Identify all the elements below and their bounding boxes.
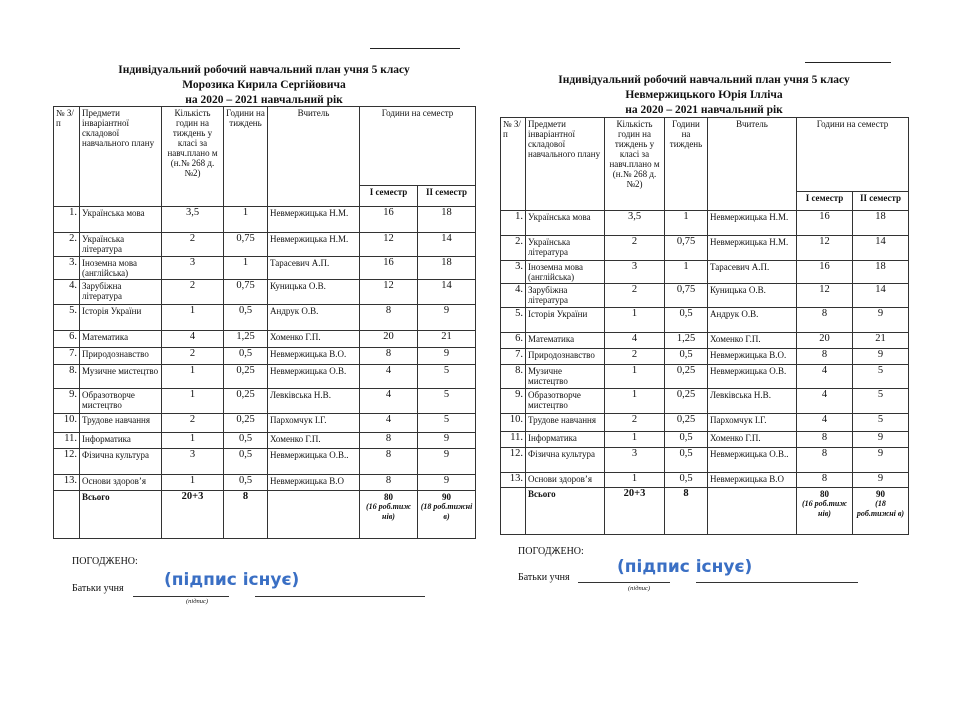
row-subject: Зарубіжна література <box>80 280 162 305</box>
row-subject: Трудове навчання <box>80 414 162 433</box>
row-subject: Фізична культура <box>526 448 605 473</box>
row-weekly: 3,5 <box>162 207 224 233</box>
row-sem2: 9 <box>418 348 476 365</box>
total-sem1-note: (16 роб.тиж нів) <box>802 499 847 518</box>
row-weekly: 4 <box>605 333 665 349</box>
row-sem1: 8 <box>360 348 418 365</box>
row-hours: 0,5 <box>224 348 268 365</box>
row-teacher: Невмержицька В.О. <box>708 349 797 365</box>
table-row <box>54 348 476 365</box>
header-weekly: Кількість годин на тиждень у класі за навч.плано м (н.№ 268 д.№2) <box>605 118 665 211</box>
row-weekly: 3 <box>162 257 224 280</box>
row-sem2: 9 <box>853 473 909 488</box>
row-number: 4. <box>54 280 80 305</box>
signature-line <box>578 582 670 583</box>
row-number: 7. <box>54 348 80 365</box>
row-subject: Іноземна мова (англійська) <box>80 257 162 280</box>
header-sem2: ІІ семестр <box>853 192 909 211</box>
table-row <box>501 414 909 432</box>
table-row <box>501 473 909 488</box>
row-subject: Основи здоров’я <box>526 473 605 488</box>
row-sem1: 20 <box>360 331 418 348</box>
row-subject: Музичне мистецтво <box>80 365 162 389</box>
row-subject: Зарубіжна література <box>526 284 605 308</box>
row-weekly: 1 <box>605 473 665 488</box>
total-sem2-note: (18 роб.тижні в) <box>420 502 473 521</box>
row-hours: 1 <box>665 261 708 284</box>
table-row <box>54 433 476 449</box>
row-sem1: 8 <box>360 305 418 331</box>
row-number: 7. <box>501 349 526 365</box>
row-sem2: 5 <box>853 365 909 389</box>
curriculum-table <box>53 106 476 539</box>
row-weekly: 2 <box>605 414 665 432</box>
signature-exists-stamp: (підпис існує) <box>164 570 300 590</box>
name-line <box>255 596 425 597</box>
top-signature-line <box>370 48 460 49</box>
row-subject: Основи здоров’я <box>80 475 162 491</box>
total-weekly: 20+3 <box>605 488 665 535</box>
row-teacher: Андрук О.В. <box>268 305 360 331</box>
row-sem1: 12 <box>797 236 853 261</box>
row-weekly: 1 <box>605 389 665 414</box>
header-sem1: І семестр <box>360 186 418 207</box>
row-hours: 0,5 <box>665 308 708 333</box>
signature-exists-stamp: (підпис існує) <box>617 557 753 577</box>
table-row <box>54 389 476 414</box>
row-number: 10. <box>501 414 526 432</box>
row-weekly: 2 <box>605 349 665 365</box>
row-hours: 0,5 <box>224 475 268 491</box>
row-sem2: 9 <box>853 448 909 473</box>
table-row <box>501 308 909 333</box>
row-hours: 1 <box>224 207 268 233</box>
signature-caption: (підпис) <box>186 598 209 605</box>
row-sem1: 20 <box>797 333 853 349</box>
row-subject: Природознавство <box>526 349 605 365</box>
row-teacher: Невмержицька Н.М. <box>708 236 797 261</box>
row-sem1: 8 <box>797 349 853 365</box>
row-teacher: Хоменко Г.П. <box>708 333 797 349</box>
row-hours: 0,75 <box>665 236 708 261</box>
header-row <box>54 107 476 186</box>
row-number: 1. <box>501 211 526 236</box>
row-sem1: 8 <box>360 449 418 475</box>
header-no: № З/п <box>501 118 526 211</box>
row-sem2: 9 <box>418 449 476 475</box>
table-row <box>501 432 909 448</box>
row-number: 8. <box>54 365 80 389</box>
row-subject: Природознавство <box>80 348 162 365</box>
signature-caption: (підпис) <box>628 585 651 592</box>
row-weekly: 1 <box>162 305 224 331</box>
row-hours: 0,25 <box>224 414 268 433</box>
row-hours: 1,25 <box>665 333 708 349</box>
header-no: № З/п <box>54 107 80 207</box>
student-name: Морозика Кирила Сергійовича <box>182 79 346 91</box>
header-semester-hours: Години на семестр <box>797 118 909 192</box>
row-number: 9. <box>501 389 526 414</box>
row-teacher: Невмержицька Н.М. <box>268 233 360 257</box>
row-weekly: 3 <box>605 261 665 284</box>
total-sem1-note: (16 роб.тиж нів) <box>366 502 411 521</box>
top-signature-line <box>805 62 891 63</box>
row-teacher: Хоменко Г.П. <box>268 331 360 348</box>
row-sem2: 14 <box>418 280 476 305</box>
row-subject: Математика <box>526 333 605 349</box>
row-subject: Історія України <box>526 308 605 333</box>
row-weekly: 2 <box>162 233 224 257</box>
row-sem2: 18 <box>418 257 476 280</box>
row-number: 8. <box>501 365 526 389</box>
row-hours: 0,5 <box>665 473 708 488</box>
table-row <box>501 448 909 473</box>
table-row <box>54 414 476 433</box>
table-row <box>54 365 476 389</box>
row-sem2: 21 <box>418 331 476 348</box>
row-teacher: Невмержицька Н.М. <box>708 211 797 236</box>
row-hours: 0,5 <box>224 449 268 475</box>
row-sem1: 16 <box>797 211 853 236</box>
row-sem2: 14 <box>853 236 909 261</box>
header-row <box>501 118 909 192</box>
row-number: 6. <box>501 333 526 349</box>
plan-document-2 <box>500 0 908 620</box>
header-subject: Предмети інваріантної складової навчального плану <box>526 118 605 211</box>
row-sem2: 18 <box>853 261 909 284</box>
row-number: 12. <box>501 448 526 473</box>
row-weekly: 3 <box>162 449 224 475</box>
table-row <box>54 305 476 331</box>
row-weekly: 1 <box>605 432 665 448</box>
table-row <box>54 475 476 491</box>
row-hours: 0,5 <box>665 432 708 448</box>
table-row <box>501 389 909 414</box>
row-weekly: 3 <box>605 448 665 473</box>
header-teacher: Вчитель <box>268 107 360 207</box>
total-sem2-note: (18 роб.тижні в) <box>856 499 905 518</box>
row-sem1: 8 <box>797 432 853 448</box>
row-weekly: 1 <box>162 433 224 449</box>
table-row <box>501 211 909 236</box>
row-subject: Інформатика <box>526 432 605 448</box>
row-teacher: Куницька О.В. <box>268 280 360 305</box>
row-weekly: 1 <box>605 308 665 333</box>
row-teacher: Пархомчук І.Г. <box>268 414 360 433</box>
row-weekly: 2 <box>605 236 665 261</box>
row-sem1: 12 <box>360 280 418 305</box>
row-teacher: Левківська Н.В. <box>268 389 360 414</box>
row-sem2: 14 <box>418 233 476 257</box>
total-sem2-value: 90 <box>442 492 451 502</box>
row-weekly: 2 <box>162 348 224 365</box>
row-sem1: 8 <box>360 433 418 449</box>
row-number: 3. <box>501 261 526 284</box>
row-sem2: 5 <box>853 414 909 432</box>
row-number: 1. <box>54 207 80 233</box>
header-semester-hours: Години на семестр <box>360 107 476 186</box>
row-sem1: 4 <box>797 365 853 389</box>
total-sem1-value: 80 <box>384 492 393 502</box>
row-subject: Історія України <box>80 305 162 331</box>
row-subject: Трудове навчання <box>526 414 605 432</box>
row-teacher: Хоменко Г.П. <box>708 432 797 448</box>
academic-year: на 2020 – 2021 навчальний рік <box>625 104 783 116</box>
header-subject: Предмети інваріантної складової навчального плану <box>80 107 162 207</box>
total-label: Всього <box>80 491 162 539</box>
row-number: 2. <box>54 233 80 257</box>
row-teacher: Невмержицька О.В.. <box>708 448 797 473</box>
row-weekly: 1 <box>162 365 224 389</box>
row-sem1: 16 <box>797 261 853 284</box>
row-subject: Математика <box>80 331 162 348</box>
table-row <box>54 280 476 305</box>
title-line-1: Індивідуальний робочий навчальний план учня 5 класу <box>558 74 850 86</box>
row-hours: 0,5 <box>224 305 268 331</box>
row-sem1: 8 <box>360 475 418 491</box>
row-hours: 0,5 <box>665 349 708 365</box>
table-row <box>54 207 476 233</box>
row-teacher: Пархомчук І.Г. <box>708 414 797 432</box>
row-subject: Фізична культура <box>80 449 162 475</box>
row-sem2: 5 <box>853 389 909 414</box>
row-teacher: Невмержицька В.О <box>268 475 360 491</box>
row-teacher: Невмержицька О.В.. <box>268 449 360 475</box>
row-number: 6. <box>54 331 80 348</box>
row-subject: Українська література <box>526 236 605 261</box>
row-sem1: 4 <box>360 414 418 433</box>
row-number: 11. <box>54 433 80 449</box>
row-sem1: 16 <box>360 207 418 233</box>
document-title <box>500 73 908 118</box>
parents-label: Батьки учня <box>518 572 570 583</box>
row-sem2: 9 <box>853 432 909 448</box>
total-hours: 8 <box>665 488 708 535</box>
row-sem2: 9 <box>418 305 476 331</box>
table-row <box>54 449 476 475</box>
row-weekly: 2 <box>605 284 665 308</box>
signature-line <box>133 596 229 597</box>
curriculum-table <box>500 117 909 535</box>
row-number: 12. <box>54 449 80 475</box>
total-sem2 <box>853 488 909 535</box>
row-weekly: 1 <box>162 389 224 414</box>
row-hours: 1 <box>224 257 268 280</box>
student-name: Невмержицького Юрія Ілліча <box>625 89 783 101</box>
row-sem1: 8 <box>797 308 853 333</box>
row-sem1: 8 <box>797 473 853 488</box>
row-sem2: 5 <box>418 414 476 433</box>
row-sem2: 9 <box>853 349 909 365</box>
row-weekly: 3,5 <box>605 211 665 236</box>
row-teacher: Хоменко Г.П. <box>268 433 360 449</box>
row-sem1: 8 <box>797 448 853 473</box>
header-hours-week: Години на тиждень <box>665 118 708 211</box>
row-subject: Образотворче мистецтво <box>80 389 162 414</box>
row-teacher: Тарасевич А.П. <box>708 261 797 284</box>
row-sem2: 21 <box>853 333 909 349</box>
row-sem2: 14 <box>853 284 909 308</box>
row-subject: Українська мова <box>80 207 162 233</box>
total-sem1 <box>360 491 418 539</box>
row-hours: 0,25 <box>224 365 268 389</box>
total-sem1-value: 80 <box>820 489 829 499</box>
row-hours: 0,5 <box>224 433 268 449</box>
table-row <box>54 331 476 348</box>
header-sem2: ІІ семестр <box>418 186 476 207</box>
table-row <box>54 257 476 280</box>
table-row <box>501 236 909 261</box>
row-number: 4. <box>501 284 526 308</box>
row-subject: Музичне мистецтво <box>526 365 605 389</box>
table-row <box>54 233 476 257</box>
row-teacher: Андрук О.В. <box>708 308 797 333</box>
row-teacher: Невмержицька Н.М. <box>268 207 360 233</box>
row-weekly: 2 <box>162 280 224 305</box>
row-weekly: 4 <box>162 331 224 348</box>
row-sem2: 9 <box>418 433 476 449</box>
table-row <box>501 333 909 349</box>
row-hours: 0,5 <box>665 448 708 473</box>
row-hours: 0,75 <box>665 284 708 308</box>
row-sem1: 4 <box>360 389 418 414</box>
row-teacher: Невмержицька В.О. <box>268 348 360 365</box>
row-weekly: 1 <box>605 365 665 389</box>
total-weekly: 20+3 <box>162 491 224 539</box>
row-sem2: 5 <box>418 365 476 389</box>
table-row <box>501 284 909 308</box>
row-sem2: 18 <box>418 207 476 233</box>
total-row <box>54 491 476 539</box>
row-number: 5. <box>501 308 526 333</box>
title-line-1: Індивідуальний робочий навчальний план учня 5 класу <box>118 64 410 76</box>
header-sem1: І семестр <box>797 192 853 211</box>
row-sem2: 5 <box>418 389 476 414</box>
parents-label: Батьки учня <box>72 583 124 594</box>
row-hours: 1 <box>665 211 708 236</box>
row-teacher: Невмержицька О.В. <box>708 365 797 389</box>
row-subject: Інформатика <box>80 433 162 449</box>
row-teacher: Невмержицька В.О <box>708 473 797 488</box>
document-title <box>53 63 475 108</box>
row-number: 13. <box>54 475 80 491</box>
total-sem2-value: 90 <box>876 489 885 499</box>
agreed-label: ПОГОДЖЕНО: <box>518 546 584 557</box>
row-teacher: Левківська Н.В. <box>708 389 797 414</box>
row-hours: 0,25 <box>665 365 708 389</box>
total-hours: 8 <box>224 491 268 539</box>
row-number: 10. <box>54 414 80 433</box>
row-sem1: 16 <box>360 257 418 280</box>
row-number: 11. <box>501 432 526 448</box>
row-teacher: Куницька О.В. <box>708 284 797 308</box>
row-hours: 0,25 <box>224 389 268 414</box>
row-hours: 0,75 <box>224 280 268 305</box>
row-hours: 0,25 <box>665 389 708 414</box>
row-hours: 1,25 <box>224 331 268 348</box>
name-line <box>696 582 858 583</box>
row-number: 3. <box>54 257 80 280</box>
row-sem1: 4 <box>797 389 853 414</box>
total-label: Всього <box>526 488 605 535</box>
header-teacher: Вчитель <box>708 118 797 211</box>
row-subject: Українська література <box>80 233 162 257</box>
row-sem1: 4 <box>797 414 853 432</box>
academic-year: на 2020 – 2021 навчальний рік <box>185 94 343 106</box>
row-sem1: 4 <box>360 365 418 389</box>
row-subject: Образотворче мистецтво <box>526 389 605 414</box>
row-sem2: 9 <box>853 308 909 333</box>
row-weekly: 2 <box>162 414 224 433</box>
table-row <box>501 261 909 284</box>
row-sem1: 12 <box>797 284 853 308</box>
row-number: 13. <box>501 473 526 488</box>
agreed-label: ПОГОДЖЕНО: <box>72 556 138 567</box>
row-subject: Українська мова <box>526 211 605 236</box>
total-row <box>501 488 909 535</box>
row-hours: 0,25 <box>665 414 708 432</box>
row-number: 5. <box>54 305 80 331</box>
row-sem2: 9 <box>418 475 476 491</box>
row-teacher: Тарасевич А.П. <box>268 257 360 280</box>
header-weekly: Кількість годин на тиждень у класі за навч.плано м (н.№ 268 д.№2) <box>162 107 224 207</box>
row-number: 2. <box>501 236 526 261</box>
table-row <box>501 365 909 389</box>
header-hours-week: Години на тиждень <box>224 107 268 207</box>
table-row <box>501 349 909 365</box>
row-number: 9. <box>54 389 80 414</box>
row-hours: 0,75 <box>224 233 268 257</box>
total-sem1 <box>797 488 853 535</box>
plan-document-1 <box>53 0 475 620</box>
row-sem2: 18 <box>853 211 909 236</box>
total-sem2 <box>418 491 476 539</box>
row-subject: Іноземна мова (англійська) <box>526 261 605 284</box>
row-sem1: 12 <box>360 233 418 257</box>
row-weekly: 1 <box>162 475 224 491</box>
row-teacher: Невмержицька О.В. <box>268 365 360 389</box>
